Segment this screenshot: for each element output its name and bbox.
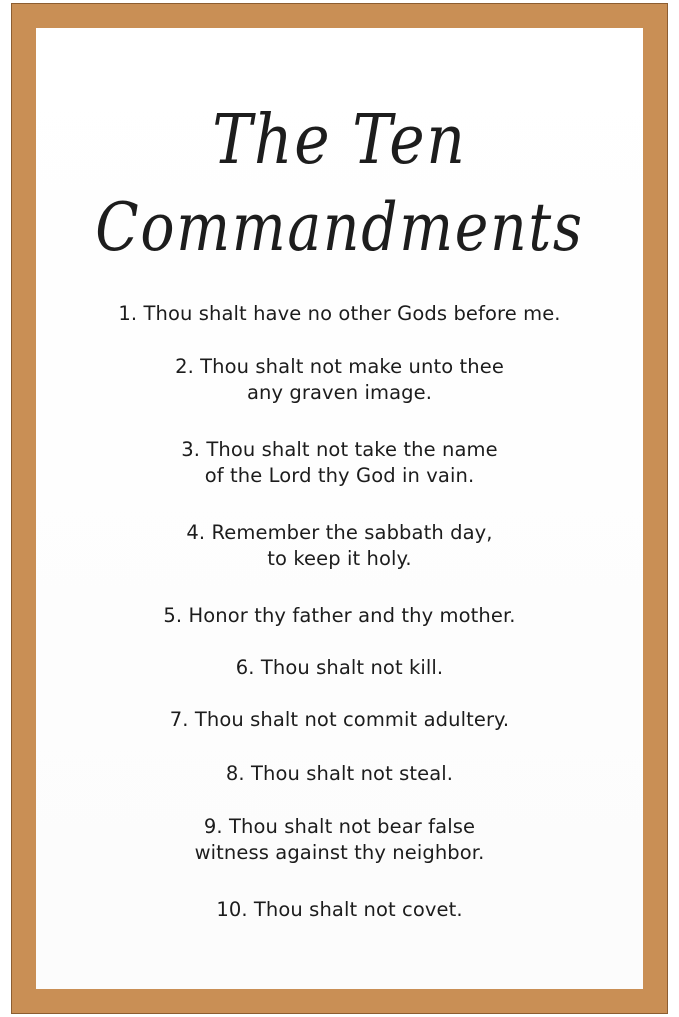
commandment-7	[36, 707, 643, 733]
commandment-6	[36, 655, 643, 681]
title-line-2: Commandments	[95, 189, 584, 266]
commandment-line: any graven image.	[246, 381, 433, 404]
commandment-line: 4. Remember the sabbath day,	[186, 521, 493, 544]
commandment-line: 1. Thou shalt have no other Gods before me.	[118, 302, 561, 325]
sign-canvas	[36, 28, 643, 989]
commandment-line: to keep it holy.	[267, 547, 412, 570]
title-line-1: The Ten	[212, 101, 467, 180]
commandment-line: 2. Thou shalt not make unto thee	[175, 355, 504, 378]
commandment-8	[36, 761, 643, 787]
commandment-line: 3. Thou shalt not take the name	[181, 438, 498, 461]
commandment-4	[36, 520, 643, 572]
commandment-line: 7. Thou shalt not commit adultery.	[169, 708, 510, 731]
commandment-1	[36, 301, 643, 327]
commandment-line: 5. Honor thy father and thy mother.	[163, 604, 516, 627]
commandment-line: 9. Thou shalt not bear false	[203, 815, 476, 838]
commandment-2	[36, 354, 643, 406]
commandment-10	[36, 897, 643, 923]
commandment-line: 6. Thou shalt not kill.	[235, 656, 444, 679]
wooden-frame	[12, 4, 667, 1013]
commandment-line: of the Lord thy God in vain.	[204, 464, 475, 487]
commandment-5	[36, 603, 643, 629]
commandment-9	[36, 814, 643, 866]
commandment-line: 8. Thou shalt not steal.	[225, 762, 454, 785]
commandment-3	[36, 437, 643, 489]
commandment-line: witness against thy neighbor.	[194, 841, 485, 864]
commandment-line: 10. Thou shalt not covet.	[216, 898, 463, 921]
